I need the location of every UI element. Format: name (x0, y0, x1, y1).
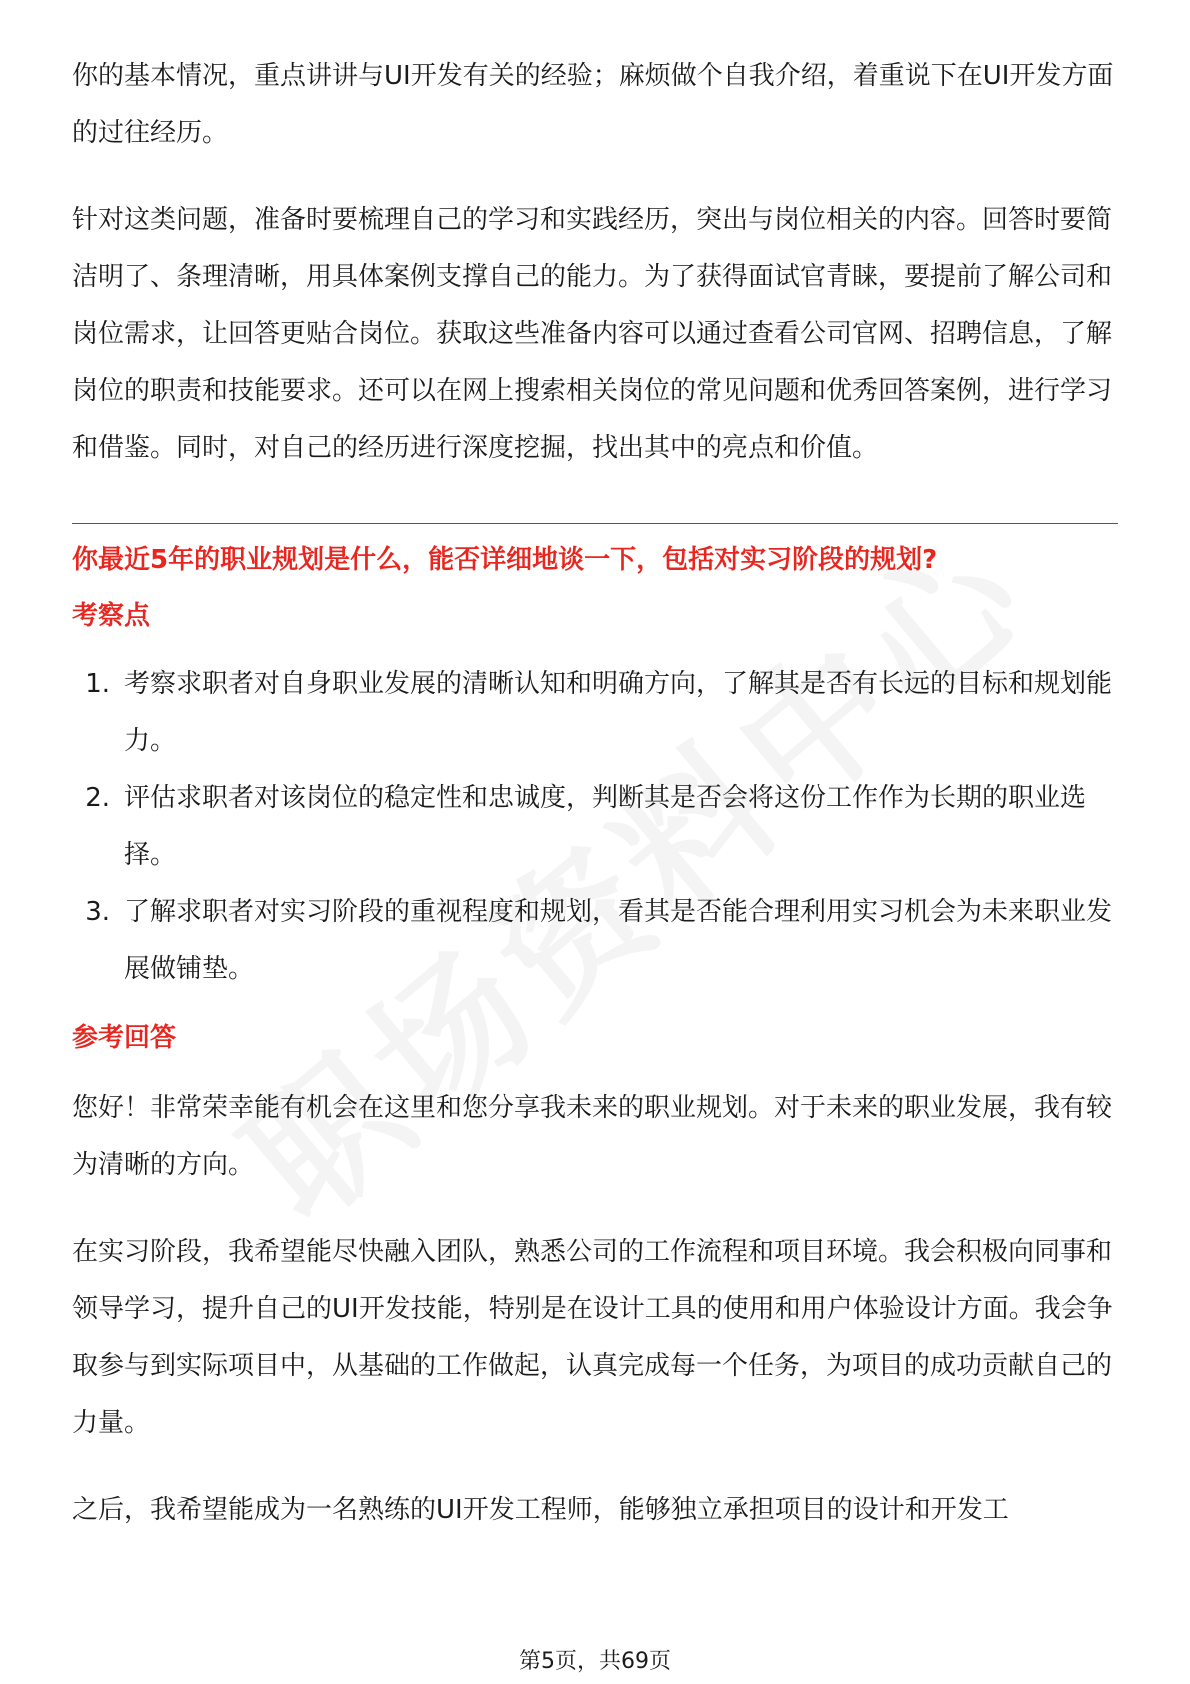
list-item (72, 656, 1118, 770)
list-item-text: 评估求职者对该岗位的稳定性和忠诚度，判断其是否会将这份工作作为长期的职业选择。 (124, 783, 1087, 870)
list-item-text: 考察求职者对自身职业发展的清晰认知和明确方向，了解其是否有长远的目标和规划能力。 (124, 669, 1113, 756)
interview-question: 你最近5年的职业规划是什么，能否详细地谈一下，包括对实习阶段的规划? (72, 545, 938, 575)
answer-paragraph: 在实习阶段，我希望能尽快融入团队，熟悉公司的工作流程和项目环境。我会积极向同事和领导学习，提升自己的UI开发技能，特别是在设计工具的使用和用户体验设计方面。我会争取参与到实际项目中，从基础的工作做起，认真完成每一个任务，为项目的成功贡献自己的力量。 (72, 1237, 1113, 1438)
points-list (72, 656, 1118, 998)
list-item (72, 884, 1118, 998)
list-item-text: 了解求职者对实习阶段的重视程度和规划，看其是否能合理利用实习机会为未来职业发展做铺垫。 (124, 897, 1113, 984)
intro-question-text: 你的基本情况，重点讲讲与UI开发有关的经验；麻烦做个自我介绍，着重说下在UI开发方面的过往经历。 (72, 61, 1114, 148)
list-item-number: 1. (85, 669, 110, 699)
answer-paragraph: 之后，我希望能成为一名熟练的UI开发工程师，能够独立承担项目的设计和开发工 (72, 1495, 1009, 1525)
list-item (72, 770, 1118, 884)
points-heading: 考察点 (72, 601, 151, 631)
intro-advice-text: 针对这类问题，准备时要梳理自己的学习和实践经历，突出与岗位相关的内容。回答时要简洁明了、条理清晰，用具体案例支撑自己的能力。为了获得面试官青睐，要提前了解公司和岗位需求，让回答更贴合岗位。获取这些准备内容可以通过查看公司官网、招聘信息，了解岗位的职责和技能要求。还可以在网上搜索相关岗位的常见问题和优秀回答案例，进行学习和借鉴。同时，对自己的经历进行深度挖掘，找出其中的亮点和价值。 (72, 205, 1113, 463)
list-item-number: 2. (85, 783, 110, 813)
answer-heading: 参考回答 (72, 1023, 177, 1053)
page-number: 第5页，共69页 (519, 1649, 671, 1674)
answer-paragraph: 您好！非常荣幸能有机会在这里和您分享我未来的职业规划。对于未来的职业发展，我有较为清晰的方向。 (72, 1093, 1113, 1180)
list-item-number: 3. (85, 897, 110, 927)
page-content (72, 48, 1118, 1539)
